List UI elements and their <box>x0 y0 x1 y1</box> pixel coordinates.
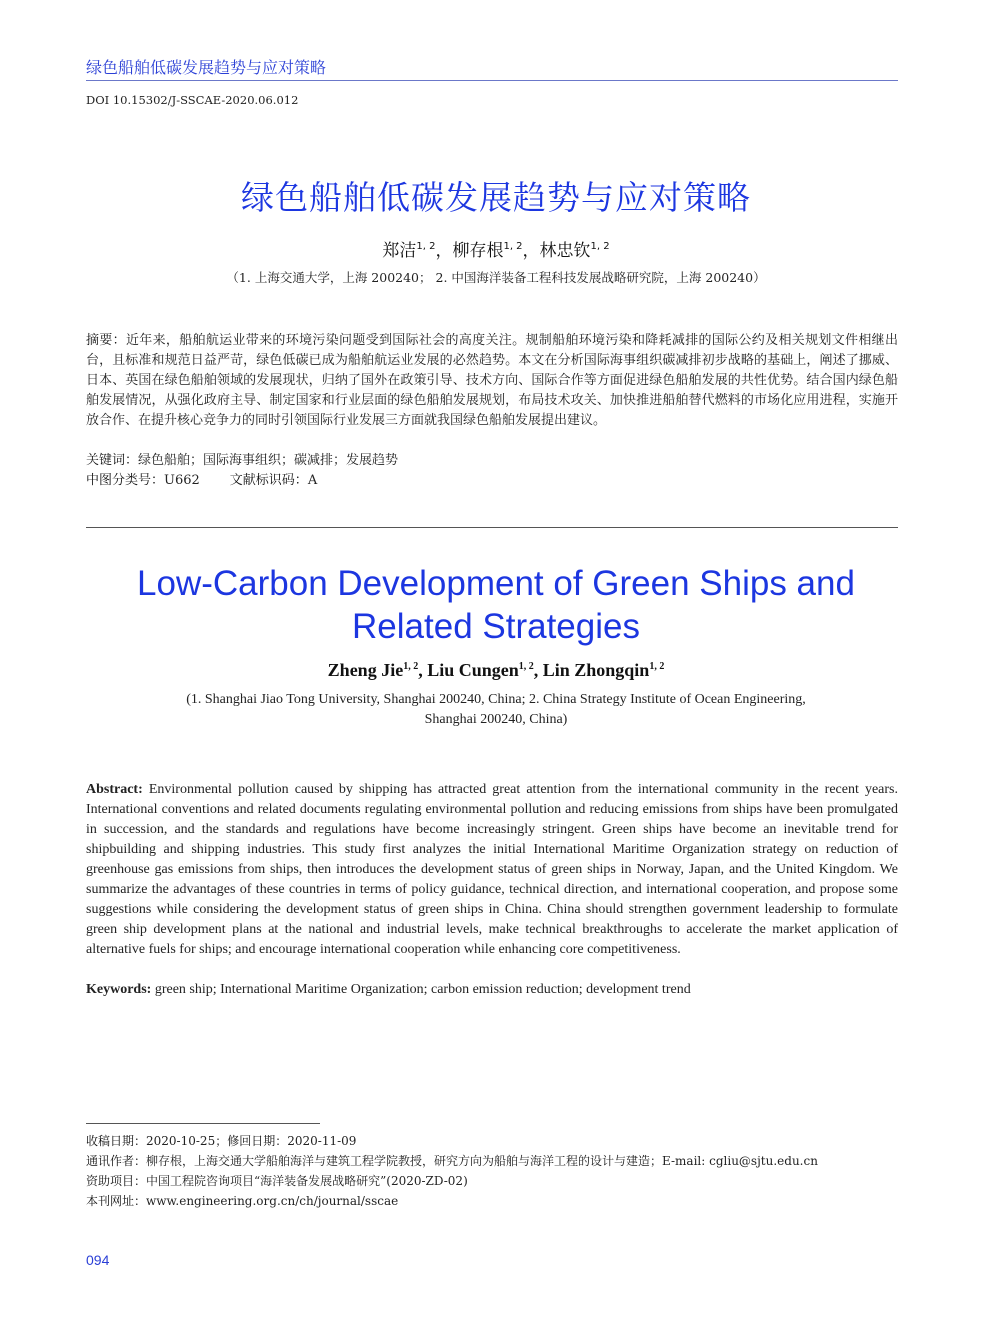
footnote-text: 2020-11-09 <box>287 1134 357 1148</box>
author-affil-sup: 1, 2 <box>503 241 523 252</box>
cn-abstract-text: 近年来，船舶航运业带来的环境污染问题受到国际社会的高度关注。规制船舶环境污染和降耗减排的国际公约及相关规划文件相继出台，且标准和规范日益严苛，绿色低碳已成为船舶航运业发展的必然趋势。本文在分析国际海事组织碳减排初步战略的基础上，阐述了挪威、日本、英国在绿色船舶领域的发展现状，归纳了国外在政策引导、技术方向、国际合作等方面促进绿色船舶发展的共性优势。结合国内绿色船舶发展情况，从强化政府主导、制定国家和行业层面的绿色船舶发展规划，布局技术攻关、加快推进船舶替代燃料的市场化应用进程，实施开放合作、在提升核心竞争力的同时引领国际行业发展三方面就我国绿色船舶发展提出建议。 <box>86 333 898 428</box>
footnote-funding <box>86 1171 468 1191</box>
author-name: Zheng Jie <box>327 660 404 680</box>
doc-code-value: A <box>307 473 318 488</box>
author-sep: ， <box>435 241 453 261</box>
en-abstract-label: Abstract: <box>86 782 143 797</box>
en-title-line2: Related Strategies <box>352 607 640 646</box>
cn-keywords-label: 关键词： <box>86 453 139 468</box>
author-name: Lin Zhongqin <box>542 660 650 680</box>
author-affil-sup: 1, 2 <box>403 661 419 672</box>
footnote-received <box>86 1131 356 1151</box>
en-authors: Zheng Jie$^{1, 2}$, Liu Cungen$^{1, 2}$, Lin Zhongqin$^{1, 2}$ <box>327 660 665 680</box>
cn-title: 绿色船舶低碳发展趋势与应对策略 <box>241 178 751 217</box>
running-title: 绿色船舶低碳发展趋势与应对策略 <box>86 58 898 81</box>
author-affil-sup: 1, 2 <box>590 241 610 252</box>
cn-abstract <box>86 331 898 431</box>
cn-keywords <box>86 451 398 471</box>
en-keywords <box>86 980 898 1000</box>
en-title <box>0 562 992 648</box>
en-keywords-label: Keywords: <box>86 982 152 997</box>
en-affil-line1: (1. Shanghai Jiao Tong University, Shanghai 200240, China; 2. China Strategy Institute of Ocean Engineering, <box>186 692 806 707</box>
author-affil-sup: 1, 2 <box>518 661 534 672</box>
author-name: Liu Cungen <box>427 660 519 680</box>
clc-value: U662 <box>164 473 200 488</box>
author-affil-sup: 1, 2 <box>416 241 436 252</box>
author-name: 林忠钦 <box>539 241 591 261</box>
author-sep: ， <box>522 241 540 261</box>
footnote-label: 通讯作者： <box>86 1154 147 1168</box>
footnote-text: 中国工程院咨询项目“海洋装备发展战略研究”(2020-ZD-02) <box>146 1174 468 1188</box>
footnote-label: 资助项目： <box>86 1174 147 1188</box>
footnote-text[interactable]: www.engineering.org.cn/ch/journal/sscae <box>146 1194 399 1208</box>
cn-authors <box>0 236 992 261</box>
footnote-website <box>86 1191 398 1211</box>
page-number: 094 <box>86 1252 110 1268</box>
author-name: 柳存根 <box>452 241 504 261</box>
footnote-label: 收稿日期： <box>86 1134 147 1148</box>
en-affiliation <box>0 690 992 730</box>
footnote-label: 本刊网址： <box>86 1194 147 1208</box>
footnote-corresponding <box>86 1151 818 1171</box>
en-keywords-text: green ship; International Maritime Organization; carbon emission reduction; development trend <box>154 982 691 997</box>
footnote-text: 2020-10-25； <box>146 1134 228 1148</box>
cn-affiliation: （1. 上海交通大学，上海 200240； 2. 中国海洋装备工程科技发展战略研究院，上海 200240） <box>226 270 766 285</box>
en-affil-line2: Shanghai 200240, China) <box>424 712 568 727</box>
cn-abstract-label: 摘要： <box>86 333 126 348</box>
author-affil-sup: 1, 2 <box>649 661 665 672</box>
en-title-line1: Low-Carbon Development of Green Ships and <box>137 564 855 603</box>
doi: DOI 10.15302/J-SSCAE-2020.06.012 <box>86 93 299 107</box>
en-abstract <box>86 780 898 960</box>
author-name: 郑洁 <box>382 241 417 261</box>
cn-classification <box>86 471 317 491</box>
section-divider <box>86 527 898 528</box>
cn-keywords-text: 绿色船舶；国际海事组织；碳减排；发展趋势 <box>138 453 399 468</box>
en-abstract-text: Environmental pollution caused by shipping has attracted great attention from the international community in the recent years. International conventions and related documents regulating environmental pollution and reducing emissions from ships have been promulgated in succession, and the standards and regulations have become increasingly stringent. Green ships have become an inevitable trend for shipbuilding and shipping industries. This study first analyzes the initial International Maritime Organization strategy on reduction of greenhouse gas emissions from ships, then introduces the development status of green ships in Norway, Japan, and the United Kingdom. We summarize the advantages of these countries in terms of policy guidance, technical direction, and international cooperation, and propose some suggestions while considering the development status of green ships in China. China should strengthen government leadership to formulate green ship development plans at the national and industrial levels, make technical breakthroughs to accelerate the market application of alternative fuels for ships; and encourage international cooperation while enhancing core competitiveness. <box>86 782 898 957</box>
clc-label: 中图分类号： <box>86 473 165 488</box>
footnote-divider <box>86 1123 320 1124</box>
footnote-text: 柳存根，上海交通大学船舶海洋与建筑工程学院教授，研究方向为船舶与海洋工程的设计与建造；E-mail: cgliu@sjtu.edu.cn <box>146 1154 818 1168</box>
doc-code-label: 文献标识码： <box>229 473 308 488</box>
footnote-label: 修回日期： <box>227 1134 288 1148</box>
